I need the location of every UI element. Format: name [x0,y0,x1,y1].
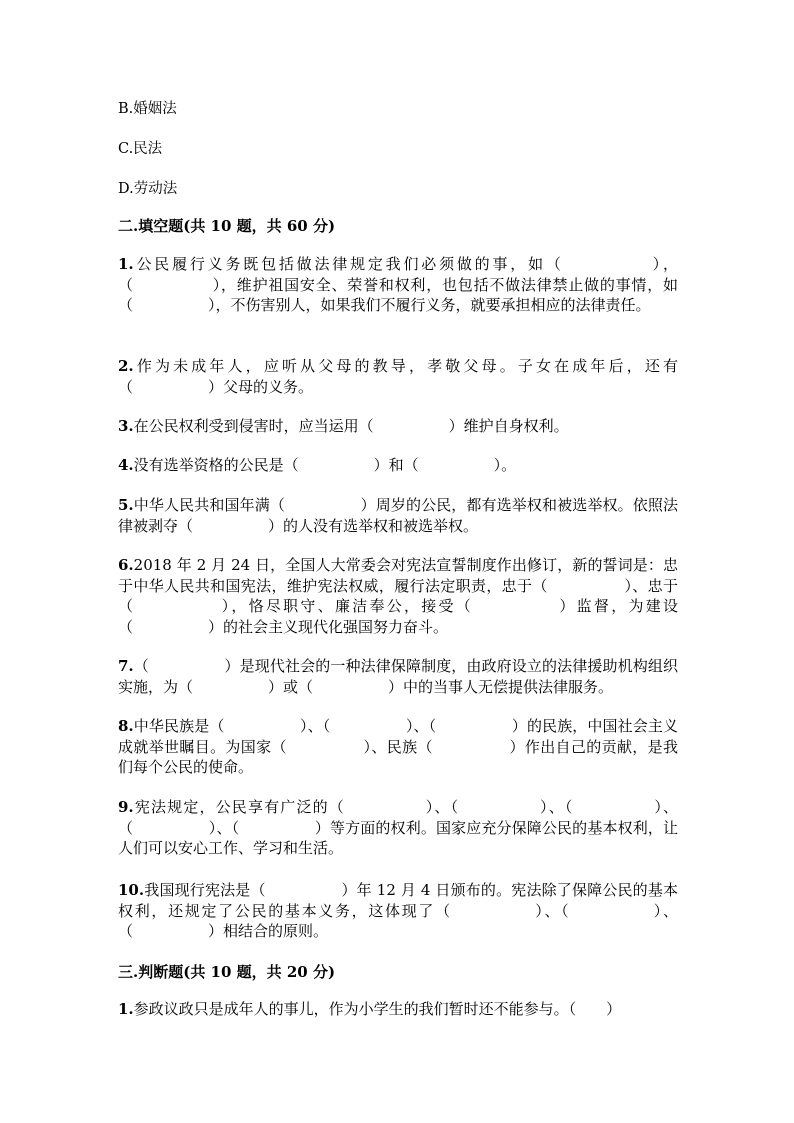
question-text: 公民履行义务既包括做法律规定我们必须做的事，如（ ），（ ），维护祖国安全、荣誉和权利，也包括不做法律禁止做的事情，如（ ），不伤害别人，如果我们不履行义务，就要承担相应的法律责任。 [118,255,678,315]
option-b: B.婚姻法 [118,101,177,117]
question-text: （ ）是现代社会的一种法律保障制度，由政府设立的法律援助机构组织实施，为（ ）或（ ）中的当事人无偿提供法律服务。 [118,657,678,696]
section-2-title: 二.填空题(共 10 题，共 60 分) [118,217,336,235]
question-number: 8. [118,717,134,735]
question-number: 1. [118,1000,134,1018]
fill-question-10 [118,880,678,942]
fill-question-7 [118,656,678,697]
question-text: 2018 年 2 月 24 日，全国人大常委会对宪法宣誓制度作出修订，新的誓词是：忠于中华人民共和国宪法，维护宪法权威，履行法定职责，忠于（ ）、忠于（ ），恪尽职守、廉洁奉公，接受（ ）监督，为建设（ ）的社会主义现代化强国努力奋斗。 [118,556,678,637]
fill-question-5 [118,495,678,536]
fill-question-8 [118,716,678,778]
fill-question-4 [118,455,678,476]
question-text: 我国现行宪法是（ ）年 12 月 4 日颁布的。宪法除了保障公民的基本权利，还规定了公民的基本义务，这体现了（ ）、（ ）、（ ）相结合的原则。 [118,881,678,941]
fill-question-9 [118,797,678,859]
option-c: C.民法 [118,141,163,157]
question-number: 5. [118,496,134,514]
question-text: 参政议政只是成年人的事儿，作为小学生的我们暂时还不能参与。（ ） [133,1000,622,1018]
question-number: 3. [118,417,134,435]
fill-question-3 [118,416,678,437]
question-number: 10. [118,881,145,899]
section-3-title: 三.判断题(共 10 题，共 20 分) [118,963,336,981]
question-number: 7. [118,657,134,675]
question-text: 没有选举资格的公民是（ ）和（ ）。 [133,456,517,474]
question-text: 作为未成年人，应听从父母的教导，孝敬父母。子女在成年后，还有（ ）父母的义务。 [118,357,678,396]
question-text: 中华人民共和国年满（ ）周岁的公民，都有选举权和被选举权。依照法律被剥夺（ ）的人没有选举权和被选举权。 [118,496,678,535]
question-number: 6. [118,556,134,574]
option-d: D.劳动法 [118,181,178,197]
question-number: 9. [118,798,134,816]
question-number: 4. [118,456,134,474]
question-text: 在公民权利受到侵害时，应当运用（ ）维护自身权利。 [133,417,569,435]
fill-question-2 [118,356,678,397]
judge-question-1 [118,999,678,1020]
question-text: 宪法规定，公民享有广泛的（ ）、（ ）、（ ）、（ ）、（ ）等方面的权利。国家应充分保障公民的基本权利，让人们可以安心工作、学习和生活。 [118,798,678,858]
question-number: 1. [118,255,134,273]
fill-question-1 [118,254,678,316]
question-text: 中华民族是（ ）、（ ）、（ ）的民族，中国社会主义成就举世瞩目。为国家（ ）、民族（ ）作出自己的贡献，是我们每个公民的使命。 [118,717,678,777]
fill-question-6 [118,555,678,638]
question-number: 2. [118,357,134,375]
